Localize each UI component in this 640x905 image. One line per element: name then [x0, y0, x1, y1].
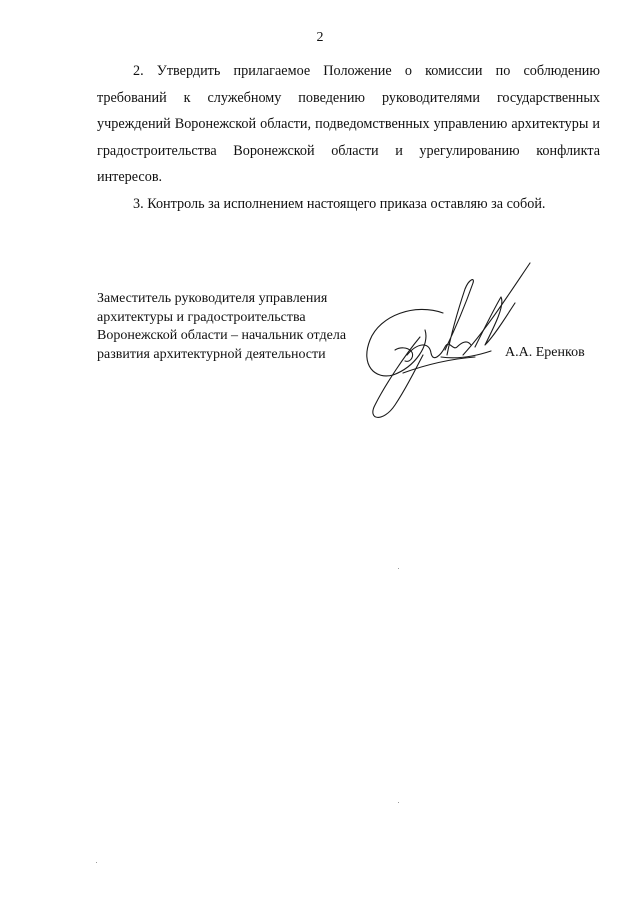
position-line: Заместитель руководителя управления [97, 291, 328, 306]
scan-speck [96, 862, 97, 863]
document-body [97, 58, 600, 217]
page-number: 2 [316, 30, 324, 45]
position-line: архитектуры и градостроительства [97, 309, 306, 325]
signer-name: А.А. Еренков [505, 345, 585, 360]
position-line: развития архитектурной деятельности [97, 346, 326, 362]
signature-icon [345, 255, 545, 425]
scan-speck [398, 802, 399, 803]
paragraph-control: 3. Контроль за исполнением настоящего приказа оставляю за собой. [133, 195, 546, 212]
paragraph-approve-regulation: 2. Утвердить прилагаемое Положение о комиссии по соблюдению требований к служебному поведению руководителями государственных учреждений Воронежской области, подведомственных управлению архитектуры и градостроительства Воронежской области и урегулированию конфликта интересов. [97, 63, 600, 185]
scan-speck [398, 568, 399, 569]
position-line: Воронежской области – начальник отдела [97, 328, 347, 343]
